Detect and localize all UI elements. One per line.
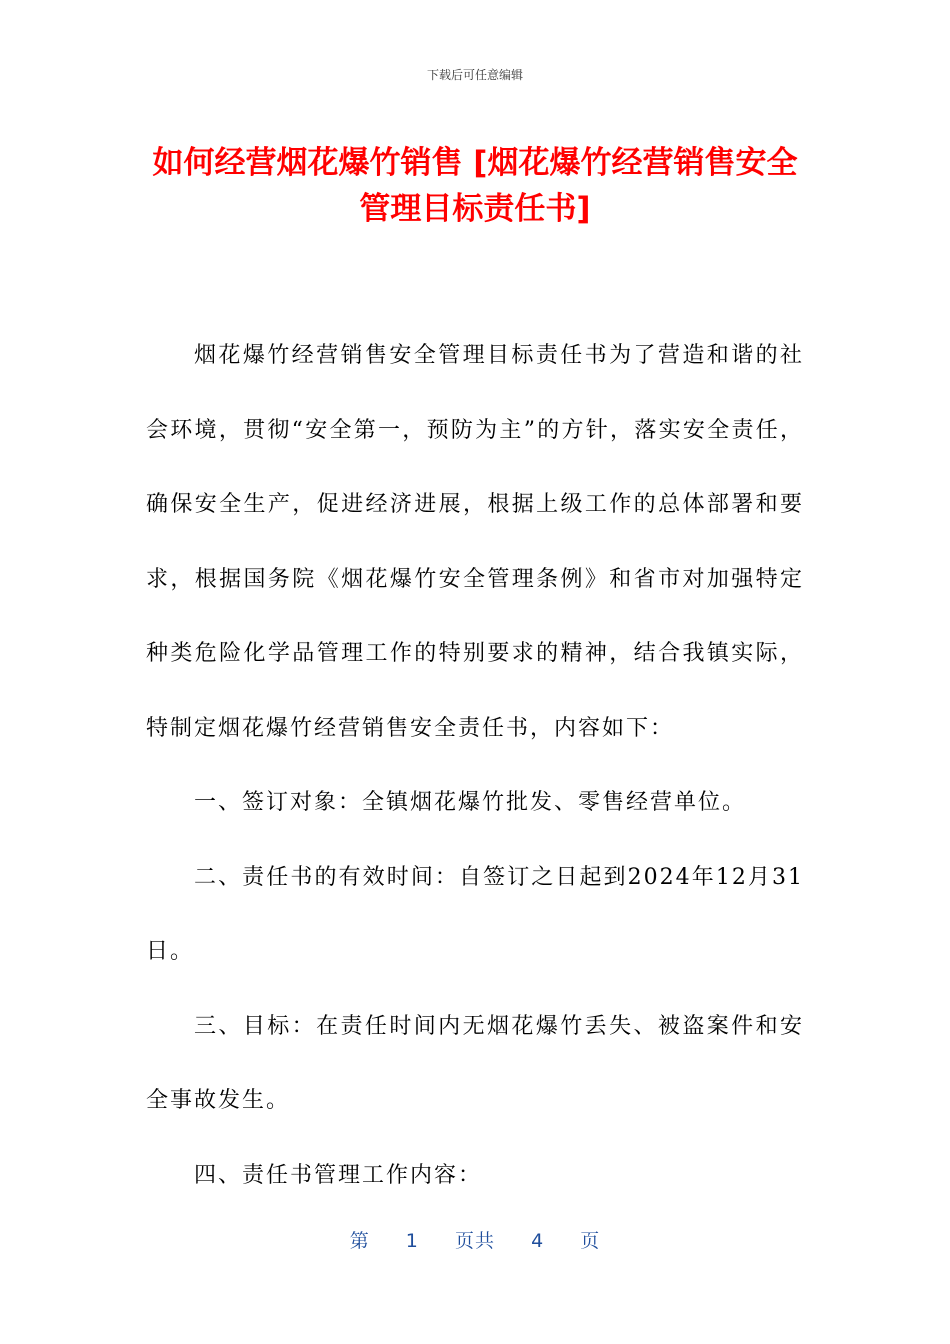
paragraph-item-1: 一、签订对象：全镇烟花爆竹批发、零售经营单位。 — [194, 790, 747, 815]
footer-middle: 页共 — [454, 1230, 495, 1252]
paragraph-item-3: 三、目标：在责任时间内无烟花爆竹丢失、被盗案件和安全事故发生。 — [146, 1013, 804, 1113]
paragraph-item-4: 四、责任书管理工作内容： — [194, 1162, 483, 1188]
paragraph-intro: 烟花爆竹经营销售安全管理目标责任书为了营造和谐的社会环境，贯彻“安全第一，预防为主”的方针，落实安全责任，确保安全生产，促进经济进展，根据上级工作的总体部署和要求，根据国务院《烟花爆竹安全管理条例》和省市对加强特定种类危险化学品管理工作的特别要求的精神，结合我镇实际，特制定烟花爆竹经营销售安全责任书，内容如下： — [146, 343, 804, 741]
page-footer — [0, 1226, 950, 1253]
footer-suffix: 页 — [580, 1230, 601, 1252]
paragraph-item-2: 二、责任书的有效时间：自签订之日起到2024年12月31日。 — [146, 864, 804, 964]
footer-page-number: 1 — [405, 1230, 419, 1252]
document-title: 如何经营烟花爆竹销售 [烟花爆竹经营销售安全管理目标责任书] — [152, 145, 798, 227]
header-note: 下载后可任意编辑 — [426, 68, 523, 82]
document-body — [146, 319, 804, 1213]
footer-prefix: 第 — [349, 1230, 370, 1252]
footer-total-pages: 4 — [531, 1230, 545, 1252]
